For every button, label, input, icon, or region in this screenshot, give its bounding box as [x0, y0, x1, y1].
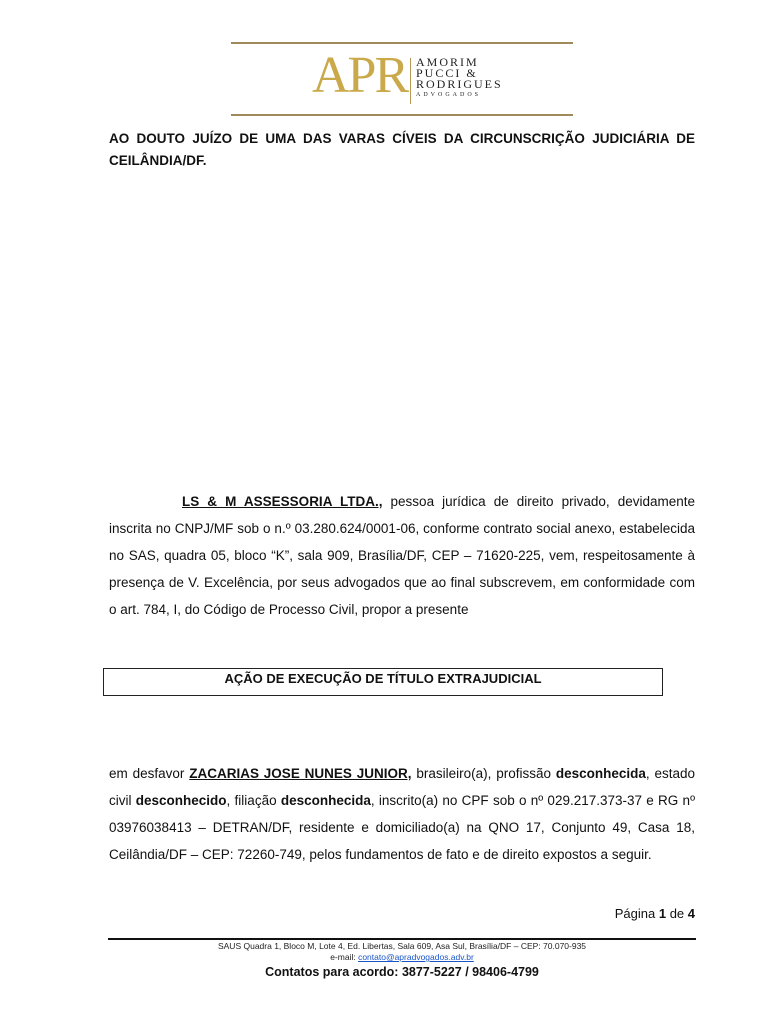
header-bottom-rule [231, 114, 573, 116]
page-middle: de [666, 906, 688, 921]
defendant-filiation: desconhecida [280, 793, 371, 808]
defendant-text-3: , filiação [226, 793, 281, 808]
header-top-rule [231, 42, 573, 44]
footer-rule [108, 938, 696, 940]
logo-subtitle: ADVOGADOS [416, 92, 482, 98]
footer-email-link[interactable]: contato@apradvogados.adv.br [358, 952, 474, 962]
footer-address: SAUS Quadra 1, Bloco M, Lote 4, Ed. Libertas, Sala 609, Asa Sul, Brasília/DF – CEP: 70.070-935 [217, 941, 587, 951]
defendant-paragraph [109, 760, 695, 868]
defendant-name: ZACARIAS JOSE NUNES JUNIOR, [189, 766, 412, 781]
addressee-heading: AO DOUTO JUÍZO DE UMA DAS VARAS CÍVEIS DA CIRCUNSCRIÇÃO JUDICIÁRIA DE CEILÂNDIA/DF. [109, 131, 695, 168]
firm-logo [312, 47, 512, 108]
footer-contact: Contatos para acordo: 3877-5227 / 98406-4799 [265, 965, 539, 979]
defendant-marital-status: desconhecido [135, 793, 227, 808]
page-total: 4 [687, 906, 695, 921]
defendant-profession: desconhecida [555, 766, 646, 781]
page-number [615, 906, 695, 921]
defendant-text-1: brasileiro(a), profissão [411, 766, 556, 781]
defendant-text-4: , inscrito(a) no CPF sob o nº 029.217.373-37 e RG nº 03976038413 – DETRAN/DF, residente e domiciliado(a) na QNO 17, Conjunto 49, Casa 18, Ceilândia/DF – CEP: 72260-749, pelos fundamentos de fato e de direito expostos a seguir. [109, 793, 696, 862]
logo-line-1: AMORIM [416, 55, 479, 69]
defendant-intro: em desfavor [109, 766, 190, 781]
footer-email-line [108, 952, 696, 963]
plaintiff-text: pessoa jurídica de direito privado, devidamente inscrita no CNPJ/MF sob o n.º 03.280.624/0001-06, conforme contrato social anexo, estabelecida no SAS, quadra 05, bloco “K”, sala 909, Brasília/DF, CEP – 71620-225, vem, respeitosamente à presença de V. Excelência, por seus advogados que ao final subscrevem, em conformidade com o art. 784, I, do Código de Processo Civil, propor a presente [109, 494, 695, 617]
defendant-text-2: , estado civil [109, 766, 695, 808]
page-current: 1 [658, 906, 667, 921]
page-prefix: Página [614, 906, 659, 921]
logo-divider [410, 58, 411, 104]
action-title-box: AÇÃO DE EXECUÇÃO DE TÍTULO EXTRAJUDICIAL [103, 668, 663, 696]
logo-line-2: PUCCI & [416, 66, 478, 80]
plaintiff-paragraph [109, 488, 695, 623]
plaintiff-name: LS & M ASSESSORIA LTDA., [182, 494, 383, 509]
logo-line-3: RODRIGUES [416, 77, 503, 91]
footer-email-label: e-mail: [330, 952, 359, 962]
logo-wordmark [416, 57, 503, 99]
logo-mark: APR [312, 47, 408, 104]
